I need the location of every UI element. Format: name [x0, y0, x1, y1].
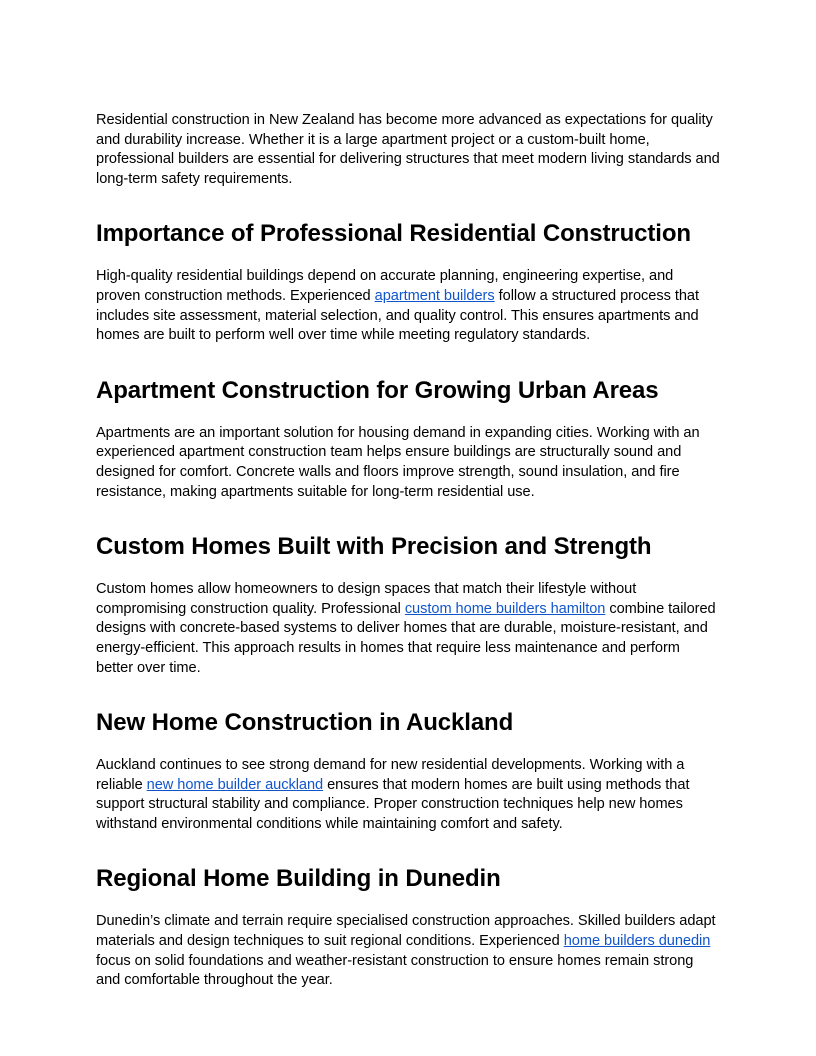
section-heading: Regional Home Building in Dunedin: [96, 865, 501, 893]
document-body: [96, 111, 720, 991]
section-heading: Custom Homes Built with Precision and Strength: [96, 533, 652, 561]
section-paragraph: [96, 580, 720, 678]
paragraph-text: combine tailored designs with concrete-based systems to deliver homes that are durable, moisture-resistant, and energy-efficient. This approach results in homes that require less maintenance and perform better over time.: [96, 600, 716, 676]
new-home-builder-auckland-link[interactable]: new home builder auckland: [146, 776, 324, 793]
section-dunedin: [96, 864, 720, 990]
intro-paragraph: Residential construction in New Zealand has become more advanced as expectations for quality and durability increase. Whether it is a large apartment project or a custom-built home, professional builders are essential for delivering structures that meet modern living standards and long-term safety requirements.: [96, 112, 720, 187]
home-builders-dunedin-link[interactable]: home builders dunedin: [563, 933, 711, 950]
paragraph-text: High-quality residential buildings depend on accurate planning, engineering expertise, and proven construction methods. Experienced: [96, 268, 674, 304]
paragraph-text: ensures that modern homes are built using methods that support structural stability and compliance. Proper construction techniques help new homes withstand environmental conditions while maintaining comfort and safety.: [96, 776, 690, 832]
section-heading: New Home Construction in Auckland: [96, 709, 514, 737]
section-paragraph: Apartments are an important solution for housing demand in expanding cities. Working with an experienced apartment construction team helps ensure buildings are structurally sound and designed for comfort. Concrete walls and floors improve strength, sound insulation, and fire resistance, making apartments suitable for long-term residential use.: [96, 424, 700, 500]
section-paragraph: [96, 756, 720, 834]
section-apartment-construction: [96, 376, 720, 502]
section-heading: Apartment Construction for Growing Urban Areas: [96, 376, 659, 404]
section-auckland: [96, 708, 720, 834]
paragraph-text: Auckland continues to see strong demand for new residential developments. Working with a reliable: [96, 757, 685, 793]
paragraph-text: focus on solid foundations and weather-resistant construction to ensure homes remain strong and comfortable throughout the year.: [96, 952, 694, 989]
section-paragraph: [96, 912, 720, 990]
section-paragraph: [96, 267, 720, 345]
paragraph-text: follow a structured process that includes site assessment, material selection, and quality control. This ensures apartments and homes are built to perform well over time while meeting regulatory standards.: [96, 287, 700, 344]
section-heading: Importance of Professional Residential Construction: [96, 220, 691, 248]
section-custom-homes: [96, 532, 720, 678]
custom-home-builders-hamilton-link[interactable]: custom home builders hamilton: [404, 600, 606, 617]
apartment-builders-link[interactable]: apartment builders: [374, 287, 495, 304]
section-professional-construction: [96, 219, 720, 345]
paragraph-text: Dunedin’s climate and terrain require specialised construction approaches. Skilled builders adapt materials and design techniques to suit regional conditions. Experienced: [96, 913, 716, 950]
paragraph-text: Custom homes allow homeowners to design spaces that match their lifestyle without compromising construction quality. Professional: [96, 581, 637, 617]
